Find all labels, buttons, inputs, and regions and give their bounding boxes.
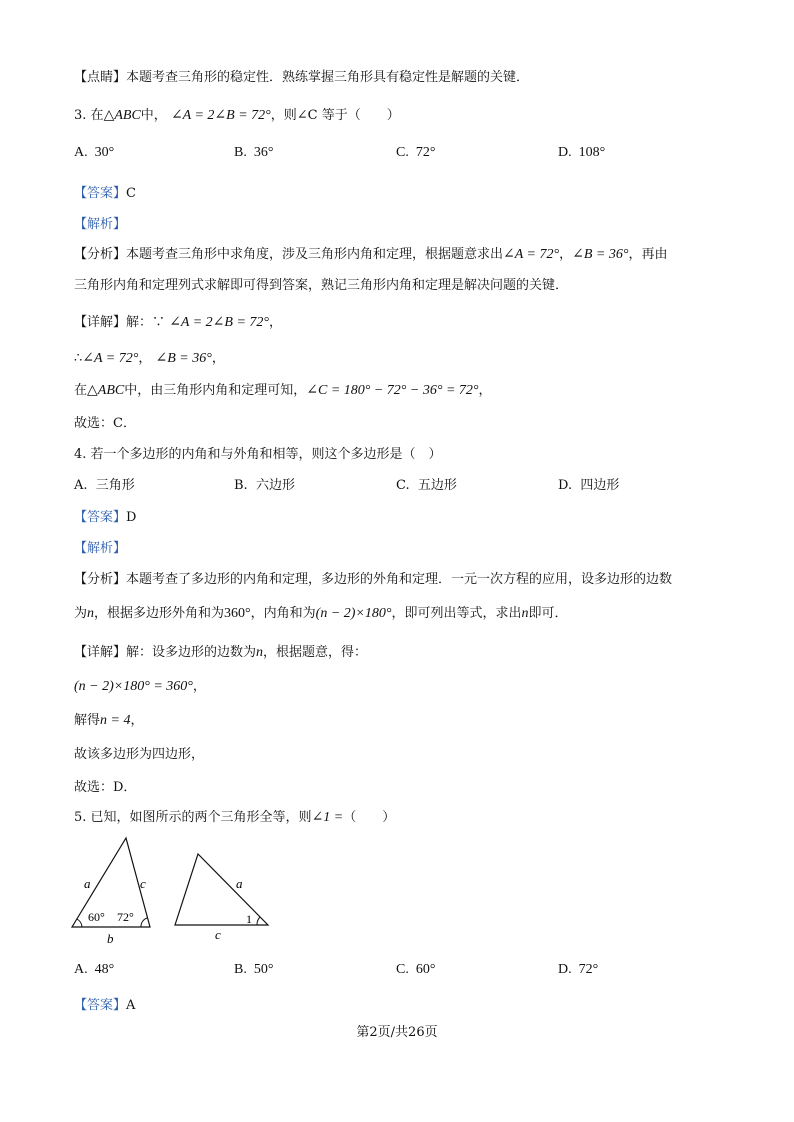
page-footer: 第2页/共26页 [356,1025,438,1040]
q4-solve: 解得n = 4， [74,713,144,728]
q3-xiangjie-tag: 【详解】 [74,315,127,330]
q3-option-b: B. 36° [234,145,274,160]
q4-xiangjie: 【详解】解：设多边形的边数为n，根据题意，得： [74,645,368,660]
q4-conclusion: 故选：D． [74,780,137,795]
q3-option-a: A. 30° [74,145,115,160]
q3-post: ，则∠C 等于（ ） [270,108,400,123]
q5-answer-value: A [126,998,136,1013]
triangle-1-side-c: c [140,876,146,891]
q3-triangle-symbol: △ [103,108,115,123]
q3-xiangjie-step1: 【详解】解：∵ ∠A = 2∠B = 72°， [74,315,283,330]
dianjing-tag: 【点睛】 [74,70,127,85]
triangle-2 [175,854,268,925]
q4-equation: (n − 2)×180° = 360°， [74,679,206,694]
q3-abc: ABC [114,108,141,123]
q4-hence: 故该多边形为四边形， [74,747,205,762]
q3-number: 3. [74,108,87,123]
q5-option-d: D. 72° [558,962,599,977]
q3-pre: 在 [90,108,104,123]
q3-option-c: C. 72° [396,145,436,160]
q3-answer-tag: 【答案】 [74,186,127,201]
q5-answer-tag: 【答案】 [74,998,127,1013]
q5-figure [60,832,290,952]
q4-fenxi-line2: 为n，根据多边形外角和为360°，内角和为(n − 2)×180°，即可列出等式，求出n即可． [74,606,568,621]
dianjing-text: 本题考查三角形的稳定性．熟练掌握三角形具有稳定性是解题的关键． [126,70,530,85]
triangle-1-angle-60: 60° [88,910,105,924]
q3-step2: ∴∠A = 72°， ∠B = 36°， [74,351,225,366]
q4-stem [74,443,442,462]
q3-fenxi-line2: 三角形内角和定理列式求解即可得到答案，熟记三角形内角和定理是解决问题的关键． [74,278,569,293]
q3-conclusion: 故选：C． [74,416,136,431]
q5-option-b: B. 50° [234,962,274,977]
q5-stem: 5. 已知，如图所示的两个三角形全等，则∠1 =（ ） [74,810,396,825]
q4-answer-value: D [126,510,137,525]
q4-option-a: A. 三角形 [74,478,135,493]
q5-option-a: A. 48° [74,962,115,977]
q5-option-c: C. 60° [396,962,436,977]
triangle-1-angle-72: 72° [117,910,134,924]
q3-mid: 中， [140,108,167,123]
q3-answer [74,182,136,201]
q3-condition: ∠A = 2∠B = 72° [170,108,271,123]
triangle-1-angle-60-arc [77,919,82,927]
q4-xiangjie-tag: 【详解】 [74,645,127,660]
q3-option-d: D. 108° [558,145,606,160]
q5-number: 5. [74,810,87,825]
triangle-2-side-c: c [215,927,221,942]
q3-answer-value: C [126,186,136,201]
dianjing-line [74,66,529,85]
q4-option-d: D. 四边形 [558,478,620,493]
triangle-1-side-b: b [107,931,114,946]
q4-fenxi-line1: 【分析】本题考查了多边形的内角和定理，多边形的外角和定理．一元一次方程的应用，设多边形的边数 [74,572,673,587]
q4-stem-text: 若一个多边形的内角和与外角和相等，则这个多边形是（ ） [90,447,442,462]
q4-answer [74,506,136,525]
triangle-2-angle-1: 1 [246,912,252,926]
triangle-2-angle-1-arc [257,917,260,925]
q5-answer [74,994,135,1013]
q3-stem [74,104,400,124]
q3-fenxi-line1: 【分析】本题考查三角形中求角度，涉及三角形内角和定理，根据题意求出∠A = 72°，∠B = 36°，再由 [74,247,668,262]
q4-fenxi-tag: 【分析】 [74,572,127,587]
q4-option-b: B. 六边形 [234,478,295,493]
triangle-1-angle-72-arc [141,918,147,927]
triangle-2-side-a: a [236,876,243,891]
q3-step3: 在△ABC中，由三角形内角和定理可知，∠C = 180° − 72° − 36° = 72°， [74,383,492,398]
q3-fenxi-tag: 【分析】 [74,247,127,262]
triangle-1-side-a: a [84,876,91,891]
q4-number: 4. [74,447,87,462]
q4-option-c: C. 五边形 [396,478,457,493]
q4-jiexi-tag: 【解析】 [74,541,127,556]
q3-jiexi-tag: 【解析】 [74,217,127,232]
q4-answer-tag: 【答案】 [74,510,127,525]
